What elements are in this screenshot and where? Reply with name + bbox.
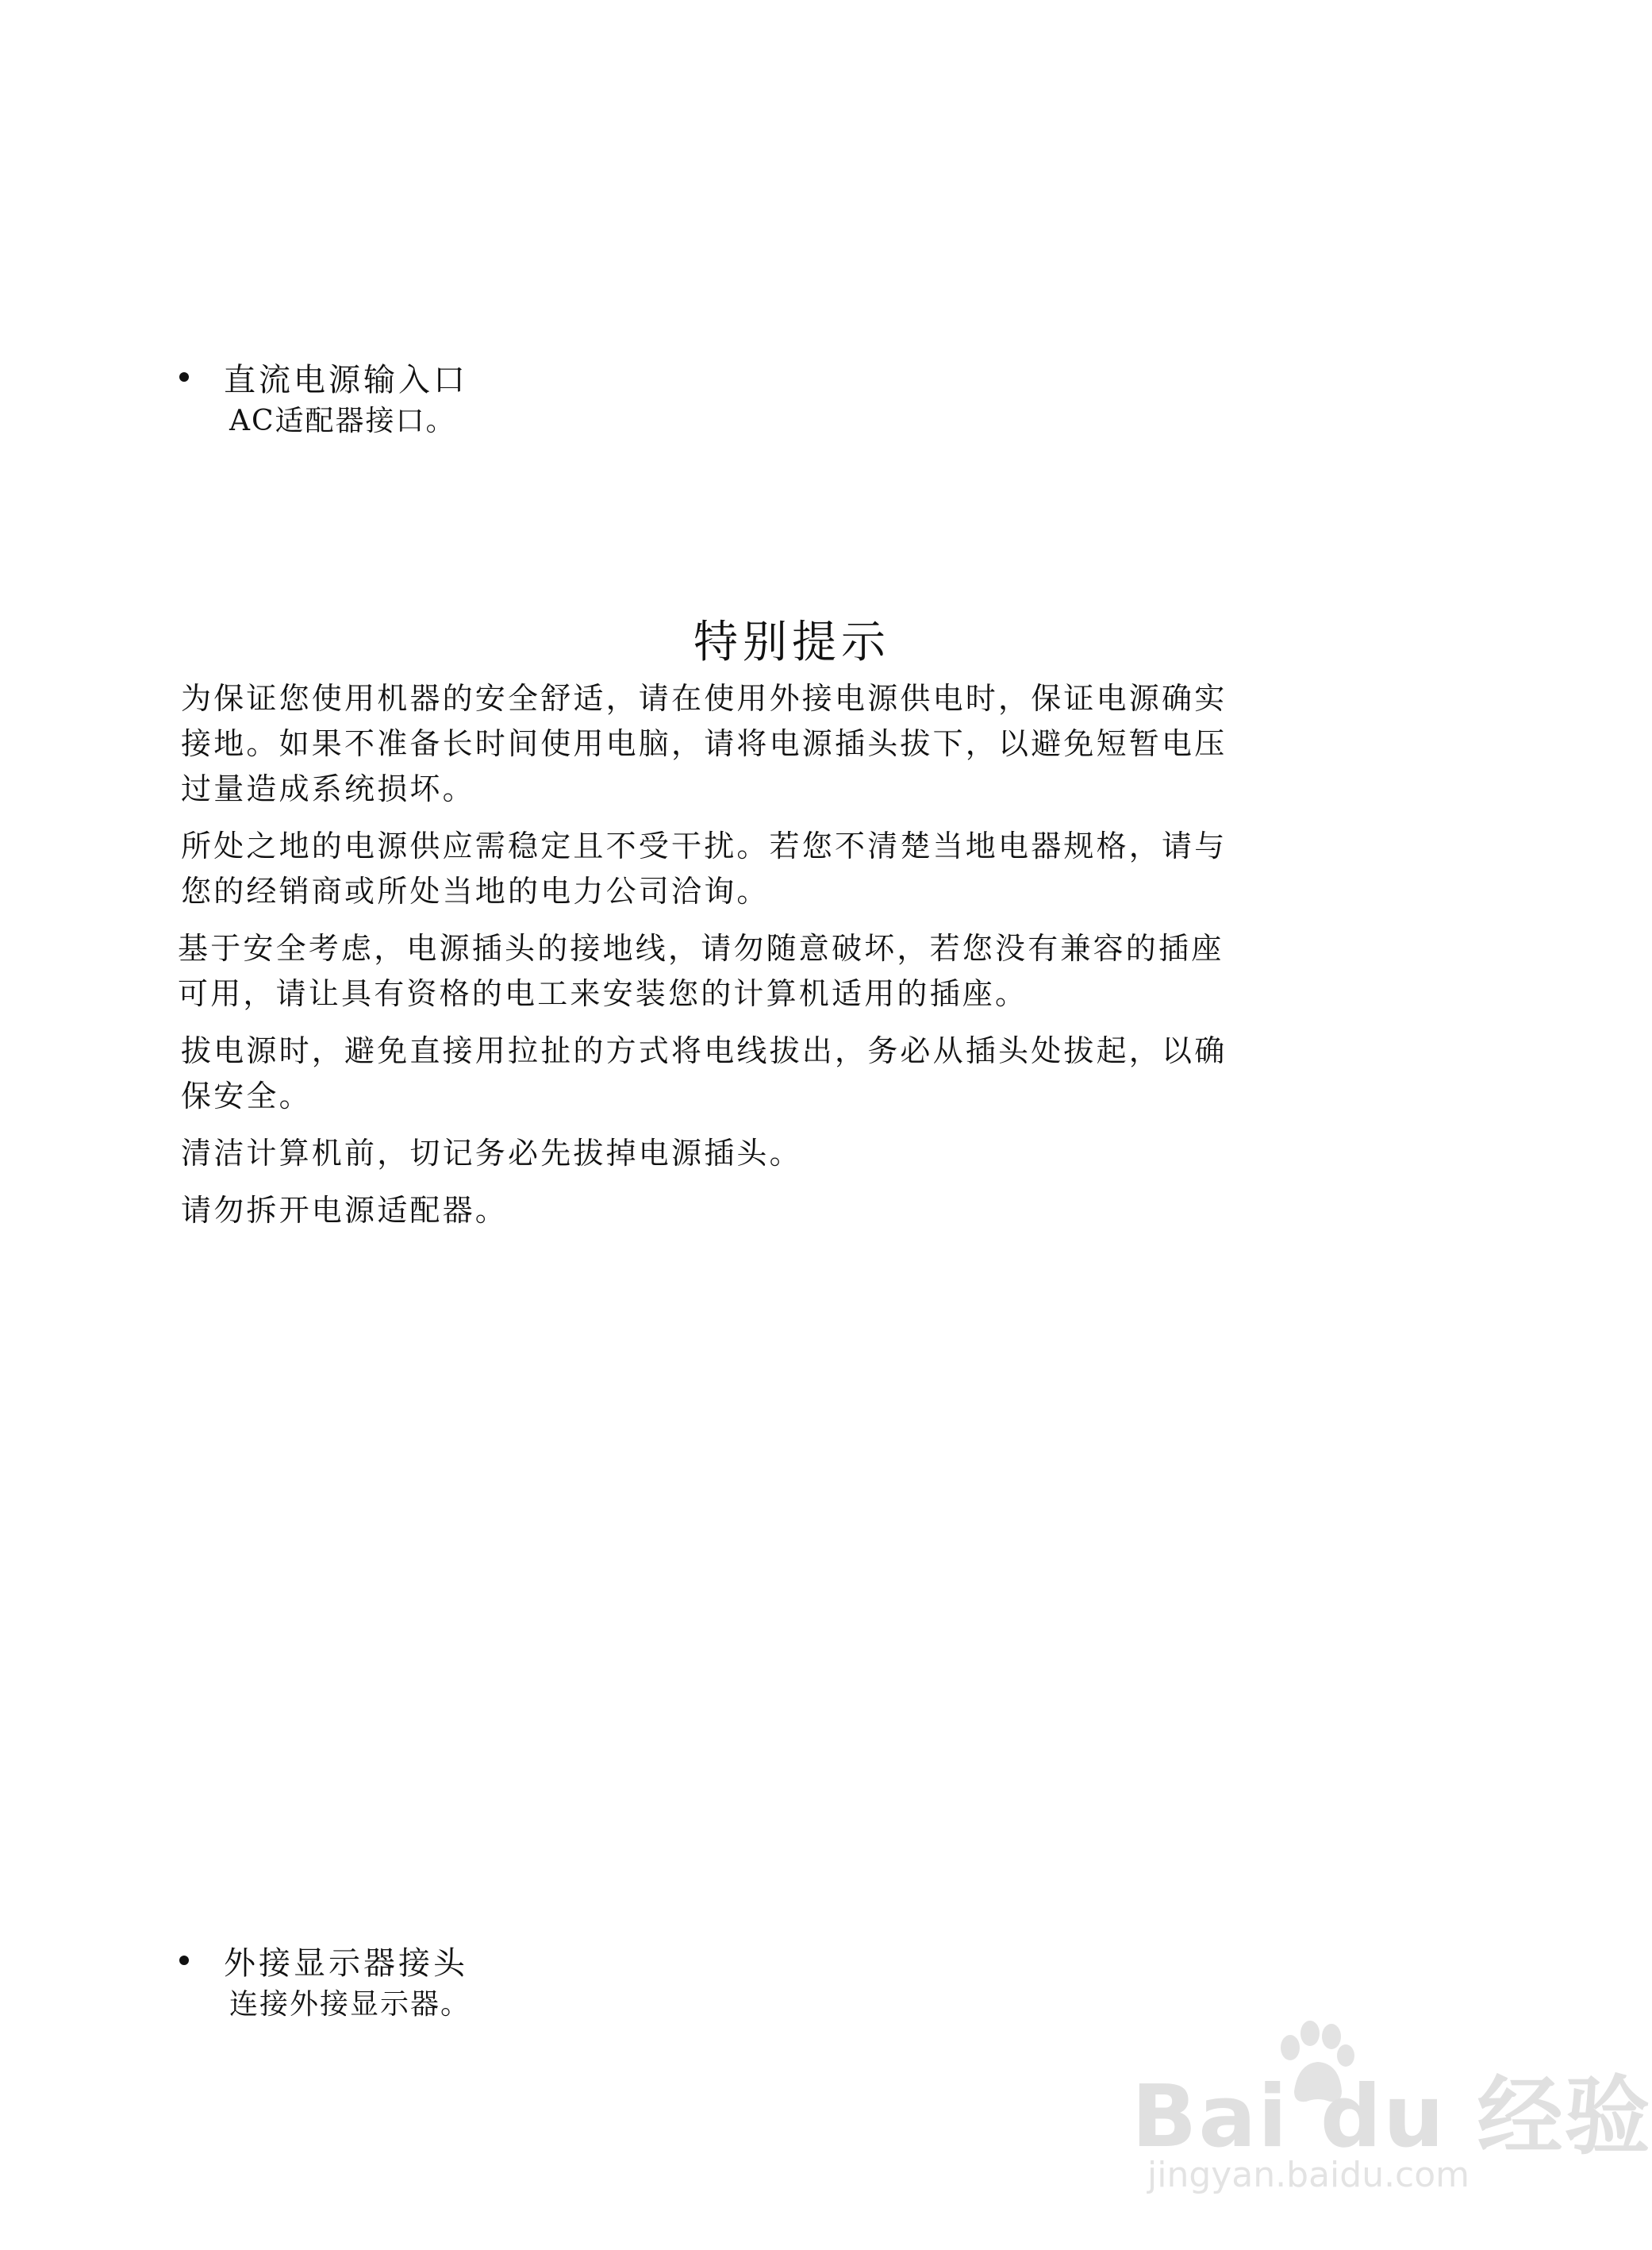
external-monitor-item — [176, 1937, 471, 2025]
notice-paragraph-cleaning — [181, 1131, 1339, 1176]
notice-paragraph-adapter — [181, 1188, 1339, 1233]
bullet-icon — [179, 1956, 189, 1965]
paragraph-line: 过量造成系统损坏。 — [181, 771, 475, 806]
dc-input-item — [176, 353, 468, 442]
notice-title: 特别提示 — [693, 617, 890, 668]
notice-paragraph-stable-supply — [181, 824, 1339, 914]
dc-input-heading — [176, 353, 468, 401]
paragraph-line: 您的经销商或所处当地的电力公司洽询。 — [181, 874, 770, 909]
baidu-watermark — [1131, 2016, 1652, 2198]
paragraph-line: 可用，请让具有资格的电工来安装您的计算机适用的插座。 — [178, 976, 1028, 1011]
dc-input-title: 直流电源输入口 — [224, 361, 468, 398]
paragraph-line: 所处之地的电源供应需稳定且不受干扰。若您不清楚当地电器规格，请与 — [181, 829, 1227, 863]
paragraph-line: 保安全。 — [181, 1079, 312, 1113]
dc-input-description: AC适配器接口。 — [229, 405, 456, 437]
notice-paragraph-unplug — [181, 1029, 1339, 1119]
paragraph-line: 请勿拆开电源适配器。 — [181, 1193, 509, 1228]
notice-paragraph-grounding — [181, 676, 1339, 812]
external-monitor-description: 连接外接显示器。 — [229, 1988, 471, 2021]
external-monitor-heading — [176, 1937, 471, 1984]
notice-paragraph-ground-wire — [178, 926, 1339, 1017]
paragraph-line: 基于安全考虑，电源插头的接地线，请勿随意破坏，若您没有兼容的插座 — [178, 931, 1224, 966]
notice-body — [178, 676, 1339, 1245]
watermark-url: jingyan.baidu.com — [1147, 2155, 1470, 2195]
paragraph-line: 接地。如果不准备长时间使用电脑，请将电源插头拔下，以避免短暂电压 — [181, 726, 1227, 761]
paragraph-line: 清洁计算机前，切记务必先拔掉电源插头。 — [181, 1136, 802, 1171]
watermark-brand: Bai du 经验 — [1131, 2067, 1652, 2167]
external-monitor-title: 外接显示器接头 — [224, 1944, 468, 1982]
bullet-icon — [179, 372, 189, 382]
paragraph-line: 为保证您使用机器的安全舒适，请在使用外接电源供电时，保证电源确实 — [181, 681, 1227, 716]
paragraph-line: 拔电源时，避免直接用拉扯的方式将电线拔出，务必从插头处拔起，以确 — [181, 1033, 1227, 1068]
